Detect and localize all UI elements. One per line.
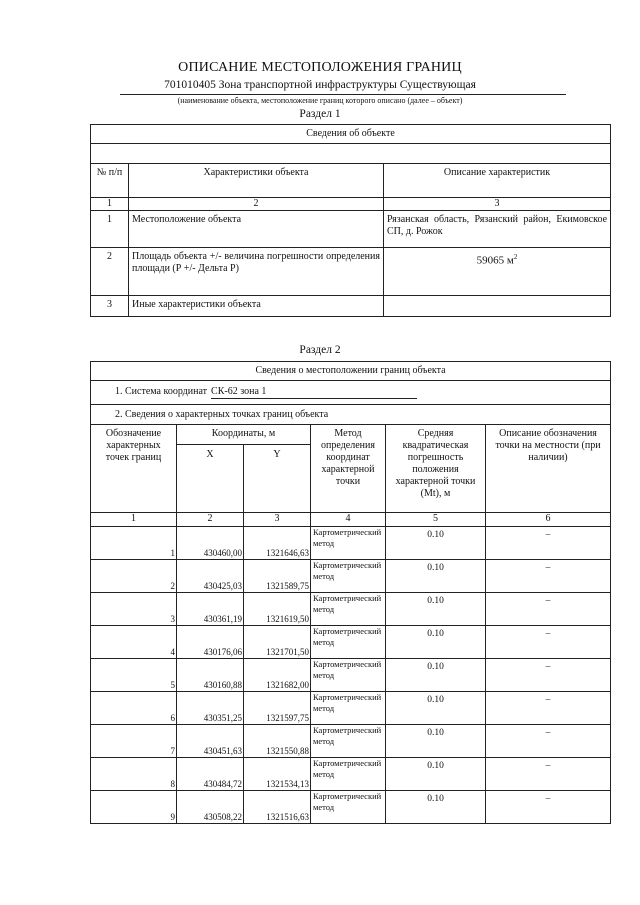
point-y: 1321619,50 bbox=[244, 593, 311, 626]
point-accuracy: 0.10 bbox=[386, 527, 486, 560]
points-section-label: 2. Сведения о характерных точках границ объекта bbox=[91, 405, 611, 425]
header-characteristic: Характеристики объекта bbox=[129, 164, 384, 198]
row-number: 1 bbox=[91, 211, 129, 248]
header-x: X bbox=[177, 445, 244, 513]
point-x: 430451,63 bbox=[177, 725, 244, 758]
point-method: Картометрический метод bbox=[311, 725, 386, 758]
point-accuracy: 0.10 bbox=[386, 593, 486, 626]
table-row bbox=[91, 659, 611, 692]
point-description: – bbox=[486, 692, 611, 725]
index-cell: 2 bbox=[129, 198, 384, 211]
index-cell: 1 bbox=[91, 198, 129, 211]
table-row bbox=[91, 692, 611, 725]
point-number: 9 bbox=[91, 791, 177, 824]
table-row bbox=[91, 791, 611, 824]
table-row bbox=[91, 593, 611, 626]
object-name-caption: (наименование объекта, местоположение границ которого описано (далее – объект) bbox=[177, 96, 463, 105]
row-location-value: Рязанская область, Рязанский район, Екимовское СП, д. Рожок bbox=[384, 211, 611, 248]
point-description: – bbox=[486, 791, 611, 824]
point-y: 1321597,75 bbox=[244, 692, 311, 725]
point-method: Картометрический метод bbox=[311, 692, 386, 725]
object-info-table bbox=[90, 124, 611, 317]
document-title: ОПИСАНИЕ МЕСТОПОЛОЖЕНИЯ ГРАНИЦ bbox=[178, 60, 462, 75]
point-accuracy: 0.10 bbox=[386, 659, 486, 692]
section-2-label: Раздел 2 bbox=[299, 344, 341, 356]
point-accuracy: 0.10 bbox=[386, 725, 486, 758]
index-cell: 3 bbox=[384, 198, 611, 211]
row-characteristic: Местоположение объекта bbox=[129, 211, 384, 248]
boundary-info-title: Сведения о местоположении границ объекта bbox=[91, 362, 611, 381]
index-cell: 5 bbox=[386, 513, 486, 527]
table-row bbox=[91, 758, 611, 791]
coordinate-system-label: 1. Система координат bbox=[115, 386, 208, 397]
point-y: 1321589,75 bbox=[244, 560, 311, 593]
point-y: 1321534,13 bbox=[244, 758, 311, 791]
table-row bbox=[91, 725, 611, 758]
table-row bbox=[91, 626, 611, 659]
header-method: Метод определения координат характерной точки bbox=[311, 425, 386, 513]
object-info-title: Сведения об объекте bbox=[91, 125, 611, 144]
point-description: – bbox=[486, 593, 611, 626]
table-row bbox=[91, 527, 611, 560]
header-accuracy: Средняя квадратическая погрешность положения характерной точки (Mt), м bbox=[386, 425, 486, 513]
point-method: Картометрический метод bbox=[311, 626, 386, 659]
header-number: № п/п bbox=[91, 164, 129, 198]
point-x: 430351,25 bbox=[177, 692, 244, 725]
index-cell: 4 bbox=[311, 513, 386, 527]
point-number: 3 bbox=[91, 593, 177, 626]
point-description: – bbox=[486, 626, 611, 659]
point-accuracy: 0.10 bbox=[386, 560, 486, 593]
point-method: Картометрический метод bbox=[311, 593, 386, 626]
header-coordinates: Координаты, м bbox=[177, 425, 311, 445]
point-y: 1321682,00 bbox=[244, 659, 311, 692]
coordinate-system-value: СК-62 зона 1 bbox=[211, 386, 417, 399]
section-1-label: Раздел 1 bbox=[299, 108, 341, 120]
point-x: 430484,72 bbox=[177, 758, 244, 791]
point-number: 2 bbox=[91, 560, 177, 593]
point-number: 4 bbox=[91, 626, 177, 659]
header-point-description: Описание обозначения точки на местности (при наличии) bbox=[486, 425, 611, 513]
object-name: 701010405 Зона транспортной инфраструктуры Существующая bbox=[164, 79, 476, 91]
point-accuracy: 0.10 bbox=[386, 692, 486, 725]
point-x: 430361,19 bbox=[177, 593, 244, 626]
index-cell: 6 bbox=[486, 513, 611, 527]
points-body bbox=[91, 527, 611, 824]
point-number: 8 bbox=[91, 758, 177, 791]
point-y: 1321646,63 bbox=[244, 527, 311, 560]
row-characteristic: Площадь объекта +/- величина погрешности определения площади (Р +/- Дельта Р) bbox=[129, 248, 384, 296]
point-accuracy: 0.10 bbox=[386, 791, 486, 824]
header-point-designation: Обозначение характерных точек границ bbox=[91, 425, 177, 513]
row-other-value bbox=[384, 296, 611, 317]
point-method: Картометрический метод bbox=[311, 758, 386, 791]
header-description: Описание характеристик bbox=[384, 164, 611, 198]
point-method: Картометрический метод bbox=[311, 560, 386, 593]
point-x: 430176,06 bbox=[177, 626, 244, 659]
point-description: – bbox=[486, 725, 611, 758]
point-accuracy: 0.10 bbox=[386, 626, 486, 659]
index-cell: 1 bbox=[91, 513, 177, 527]
point-method: Картометрический метод bbox=[311, 791, 386, 824]
point-number: 5 bbox=[91, 659, 177, 692]
object-info-spacer bbox=[91, 144, 611, 164]
point-number: 1 bbox=[91, 527, 177, 560]
point-x: 430508,22 bbox=[177, 791, 244, 824]
point-number: 7 bbox=[91, 725, 177, 758]
row-number: 2 bbox=[91, 248, 129, 296]
point-y: 1321516,63 bbox=[244, 791, 311, 824]
boundary-points-table bbox=[90, 361, 611, 824]
point-number: 6 bbox=[91, 692, 177, 725]
point-accuracy: 0.10 bbox=[386, 758, 486, 791]
point-x: 430160,88 bbox=[177, 659, 244, 692]
point-x: 430460,00 bbox=[177, 527, 244, 560]
row-number: 3 bbox=[91, 296, 129, 317]
point-y: 1321701,50 bbox=[244, 626, 311, 659]
point-description: – bbox=[486, 527, 611, 560]
point-method: Картометрический метод bbox=[311, 527, 386, 560]
point-description: – bbox=[486, 560, 611, 593]
header-y: Y bbox=[244, 445, 311, 513]
coordinate-system-row bbox=[91, 381, 611, 405]
point-x: 430425,03 bbox=[177, 560, 244, 593]
row-characteristic: Иные характеристики объекта bbox=[129, 296, 384, 317]
index-cell: 2 bbox=[177, 513, 244, 527]
point-method: Картометрический метод bbox=[311, 659, 386, 692]
index-cell: 3 bbox=[244, 513, 311, 527]
table-row bbox=[91, 560, 611, 593]
point-y: 1321550,88 bbox=[244, 725, 311, 758]
point-description: – bbox=[486, 758, 611, 791]
row-area-value: 59065 $м^2$ bbox=[384, 248, 611, 296]
object-name-underline bbox=[120, 94, 566, 95]
point-description: – bbox=[486, 659, 611, 692]
